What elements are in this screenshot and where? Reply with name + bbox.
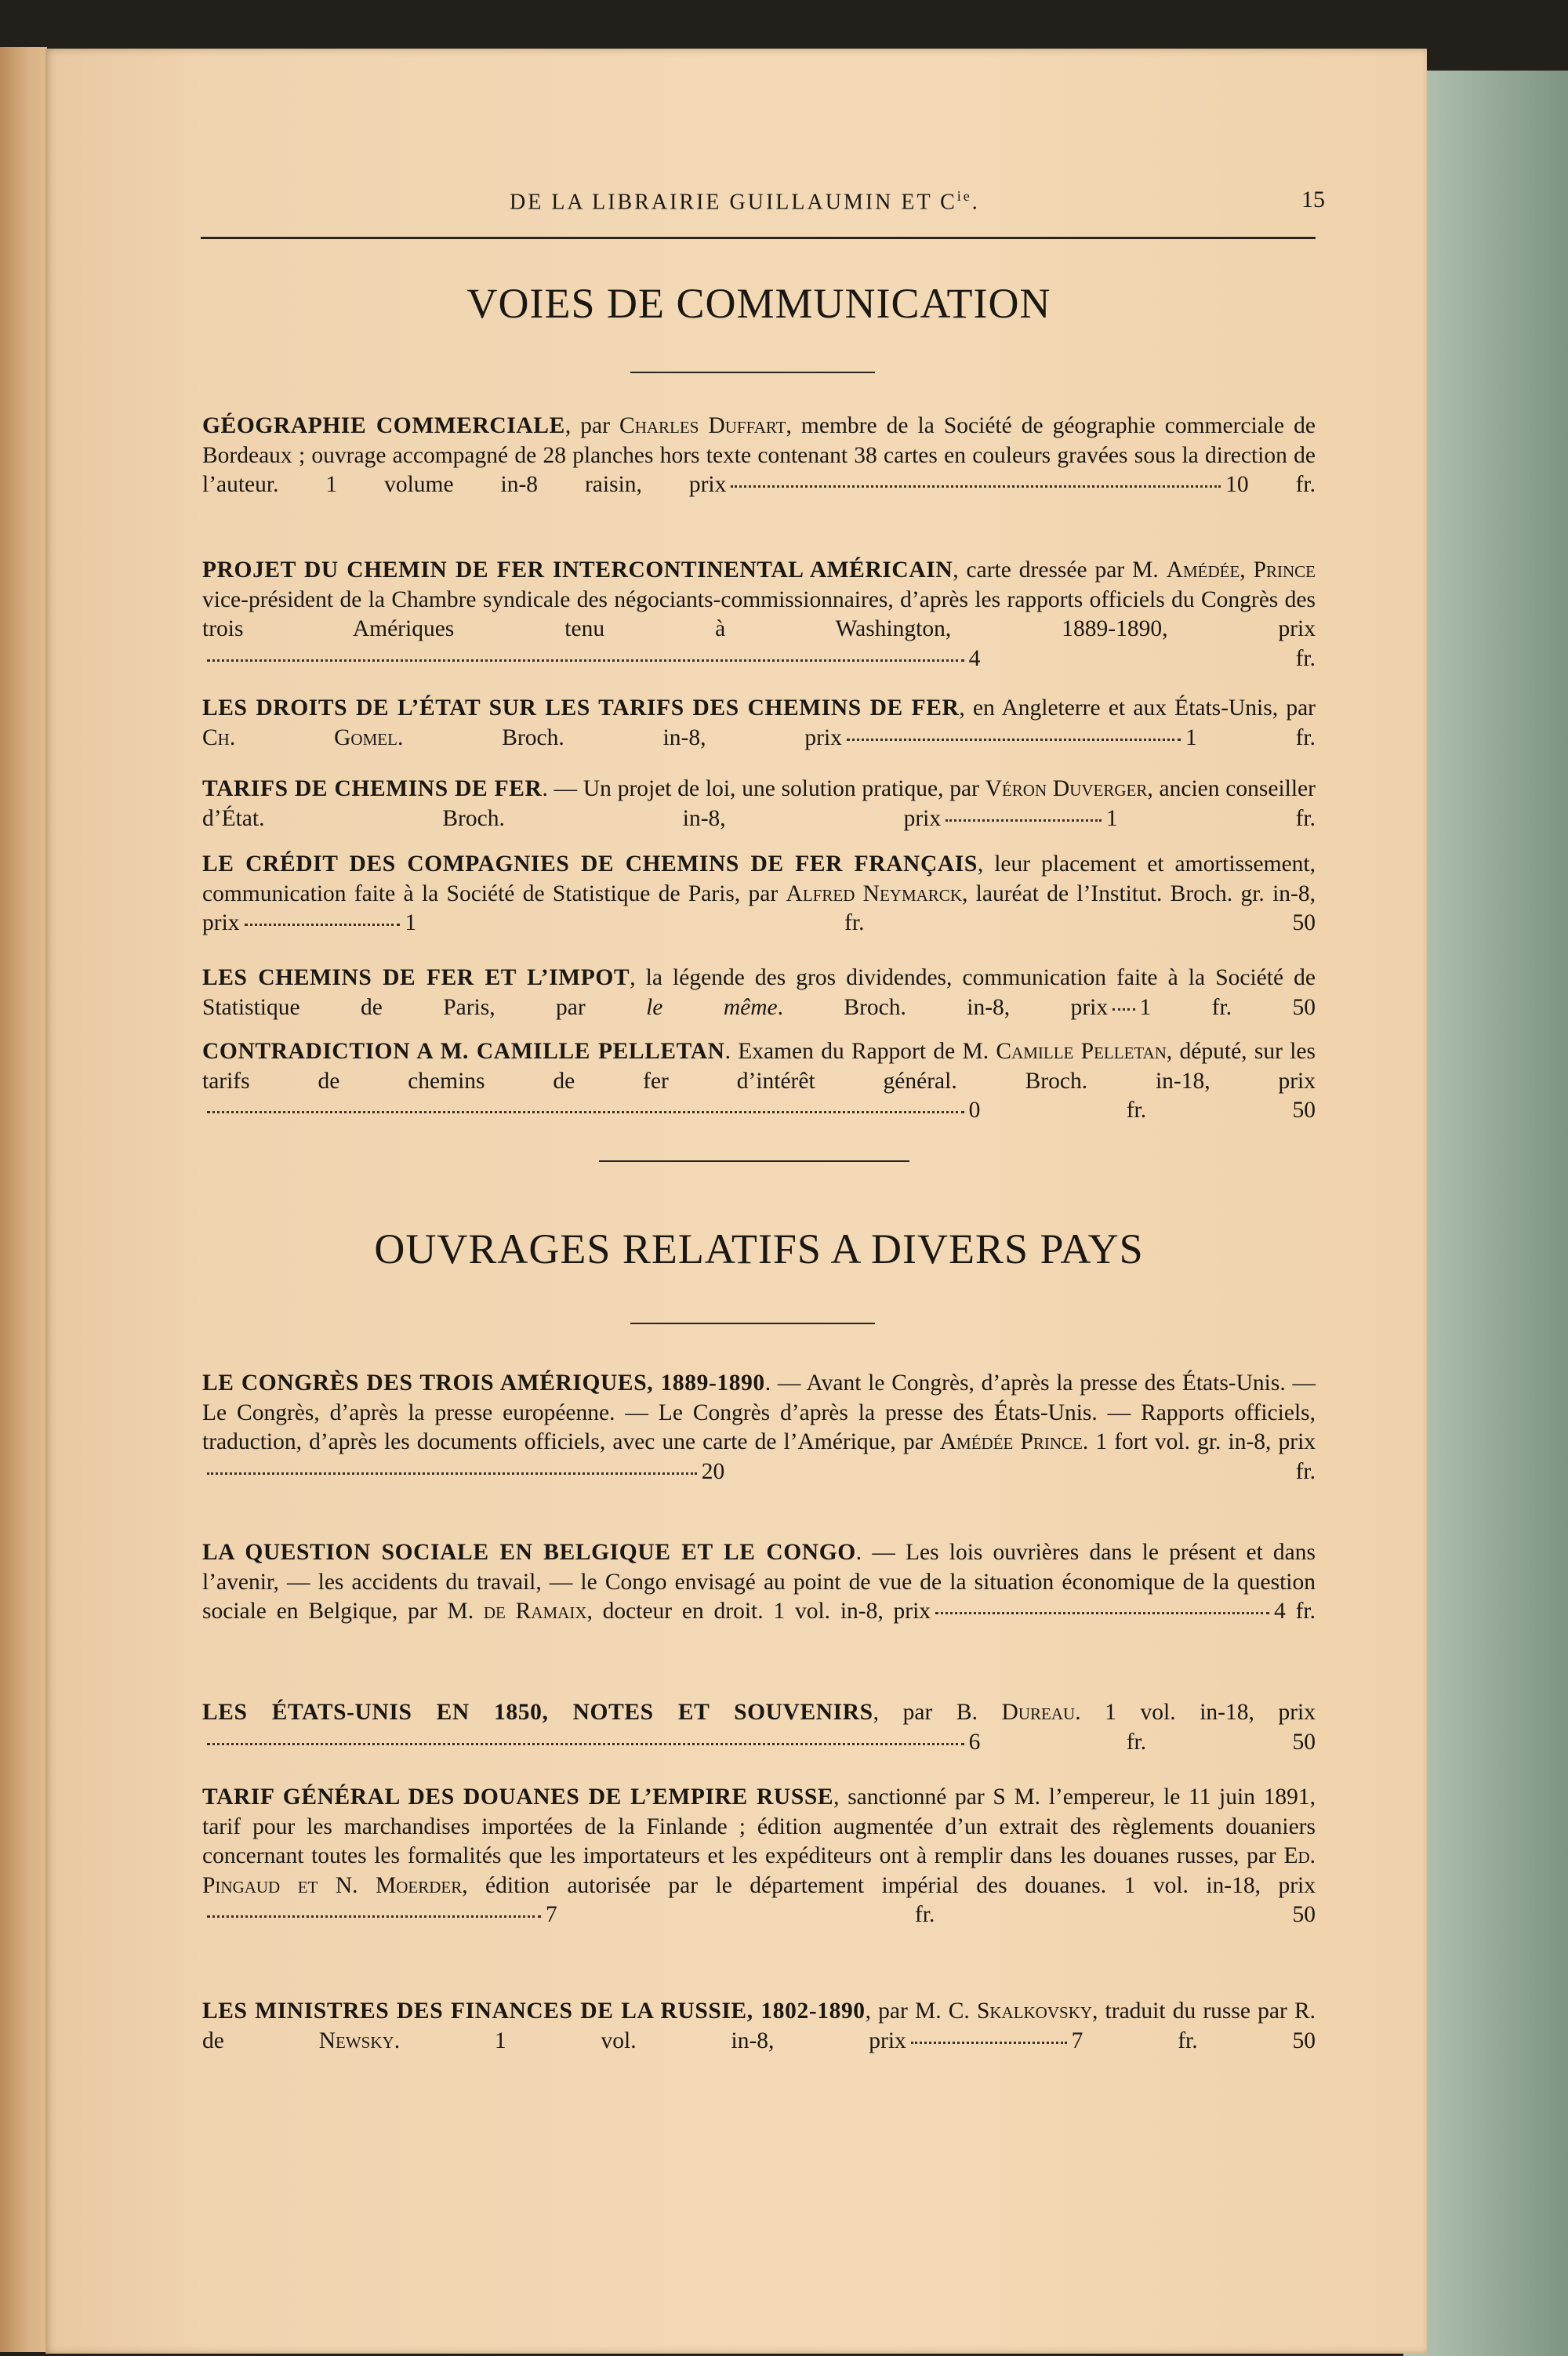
catalog-entry: LA QUESTION SOCIALE EN BELGIQUE ET LE CONGO. — Les lois ouvrières dans le présent et dans l’avenir, — les accidents du travail, — le Congo envisagé au point de vue de la situation économique de la question sociale en Belgique, par M. de Ramaix, docteur en droit. 1 vol. in-8, prix 4 fr. [202,1540,1316,1624]
catalog-entry: TARIF GÉNÉRAL DES DOUANES DE L’EMPIRE RUSSE, sanctionné par S M. l’empereur, le 11 juin 1891, tarif pour les marchandises importées de la Finlande ; édition augmentée d’un extrait des règlements douaniers concernant toutes les formalités que les importateurs et les expéditeurs ont à remplir dans les douanes russes, par Ed. Pingaud et N. Moerder, édition autorisée par le département impérial des douanes. 1 vol. in-18, prix7 fr. 50 [202,1784,1316,1927]
price: 7 fr. 50 [546,1902,1316,1927]
price: 1 fr. 50 [1139,994,1316,1020]
section-title-voies: VOIES DE COMMUNICATION [466,280,1051,327]
catalog-entry: LE CRÉDIT DES COMPAGNIES DE CHEMINS DE FER FRANÇAIS, leur placement et amortissement, communication faite à la Société de Statistique de Paris, par Alfred Neymarck, lauréat de l’Institut. Broch. gr. in-8, prix 1 fr. 50 [202,851,1316,935]
price: 7 fr. 50 [1071,2027,1316,2053]
price: 6 fr. 50 [968,1729,1316,1755]
catalog-entry: LES ÉTATS-UNIS EN 1850, NOTES ET SOUVENIRS, par B. Dureau. 1 vol. in-18, prix6 fr. 50 [202,1700,1316,1755]
running-head [447,182,1325,221]
catalog-entry: LES CHEMINS DE FER ET L’IMPOT, la légende des gros dividendes, communication faite à la Société de Statistique de Paris, par le même. Broch. in-8, prix 1 fr. 50 [202,965,1316,1020]
catalog-entry: CONTRADICTION A M. CAMILLE PELLETAN. Examen du Rapport de M. Camille Pelletan, député, sur les tarifs de chemins de fer d’intérêt général. Broch. in-18, prix0 fr. 50 [202,1039,1316,1123]
green-cover-edge [1403,71,1568,2356]
price: 0 fr. 50 [968,1098,1316,1123]
book-page [45,49,1427,2354]
section-rule-short [630,372,875,373]
section-divider-rule [599,1160,909,1162]
catalog-entry: TARIFS DE CHEMINS DE FER. — Un projet de loi, une solution pratique, par Véron Duverger, ancien conseiller d’État. Broch. in-8, prix 1 fr. [202,776,1316,831]
catalog-entry: LE CONGRÈS DES TROIS AMÉRIQUES, 1889-1890. — Avant le Congrès, d’après la presse des États-Unis. — Le Congrès, d’après la presse européenne. — Le Congrès d’après la presse des États-Unis. — Rapports officiels, traduction, d’après les documents officiels, avec une carte de l’Amérique, par Amédée Prince. 1 fort vol. gr. in-8, prix20 fr. [202,1370,1316,1484]
section-rule-short [630,1323,875,1324]
price: 20 fr. [701,1458,1316,1484]
catalog-entry: PROJET DU CHEMIN DE FER INTERCONTINENTAL AMÉRICAIN, carte dressée par M. Amédée, Prince vice-président de la Chambre syndicale des négociants-commissionnaires, d’après les rapports officiels du Congrès des trois Amériques tenu à Washington, 1889-1890, prix4 fr. [202,557,1316,671]
price: 1 fr. [1185,724,1316,750]
catalog-entry: LES DROITS DE L’ÉTAT SUR LES TARIFS DES CHEMINS DE FER, en Angleterre et aux États-Unis, par Ch. Gomel. Broch. in-8, prix 1 fr. [202,695,1316,750]
page-number: 15 [1301,187,1325,212]
running-head-text: DE LA LIBRAIRIE GUILLAUMIN ET $C^{ie}$. [510,188,980,215]
price: 1 fr. [1105,805,1316,831]
header-rule [201,237,1316,239]
catalog-entry: GÉOGRAPHIE COMMERCIALE, par Charles Duffart, membre de la Société de géographie commerciale de Bordeaux ; ouvrage accompagné de 28 planches hors texte contenant 38 cartes en couleurs gravées sous la direction de l’auteur. 1 volume in-8 raisin, prix 10 fr. [202,413,1316,497]
price: 1 fr. 50 [405,910,1316,935]
price: 4 fr. [968,645,1316,671]
previous-page-edge [0,47,47,2352]
price: 10 fr. [1225,472,1316,497]
section-title-ouvrages: OUVRAGES RELATIFS A DIVERS PAYS [374,1225,1144,1272]
catalog-entry: LES MINISTRES DES FINANCES DE LA RUSSIE, 1802-1890, par M. C. Skalkovsky, traduit du russe par R. de Newsky. 1 vol. in-8, prix 7 fr. 50 [202,1998,1316,2053]
price: 4 fr. [1274,1599,1316,1624]
